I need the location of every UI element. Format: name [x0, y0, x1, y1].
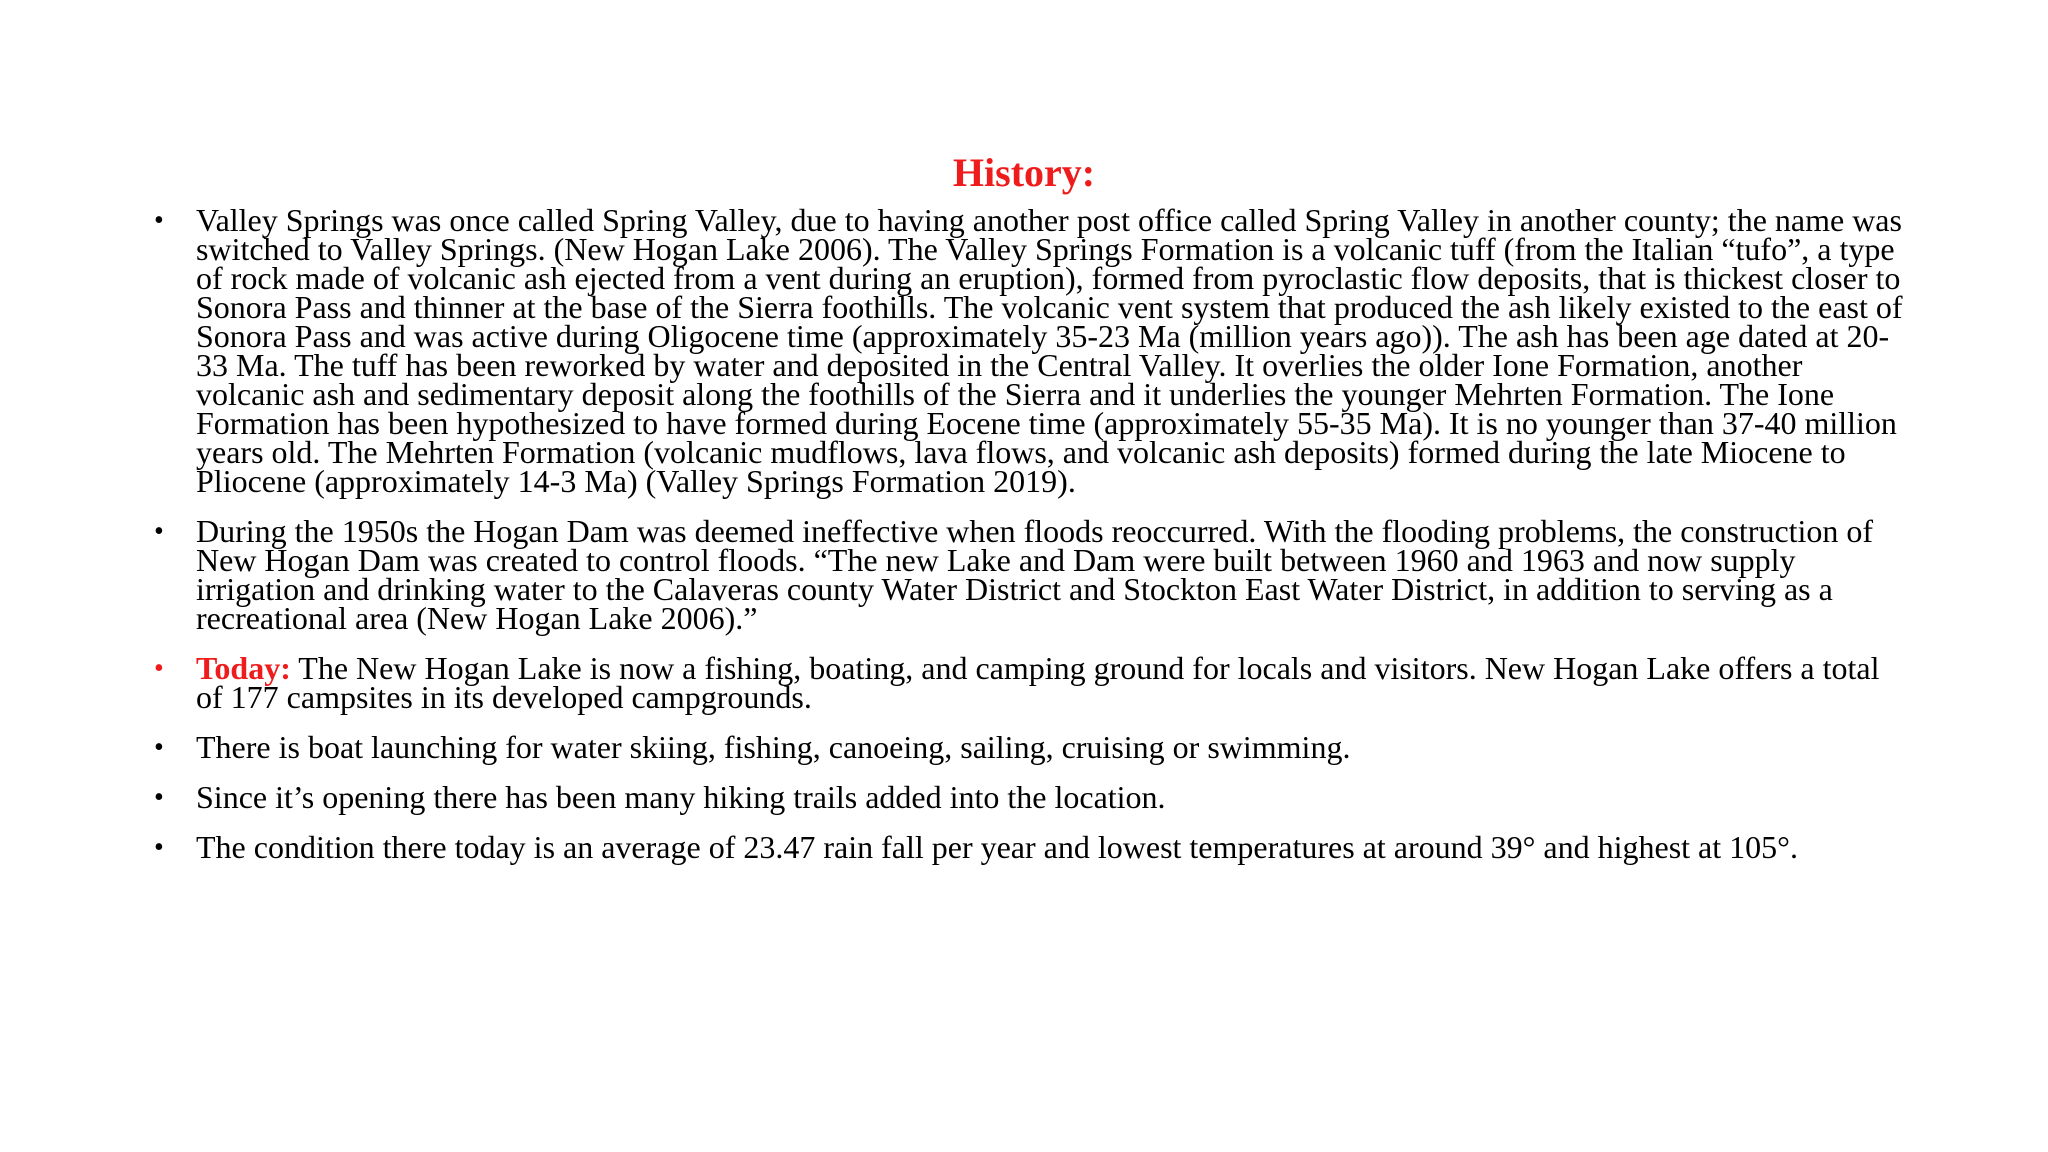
bullet-dot-icon: • — [154, 205, 164, 236]
bullet-item-boat-launching — [150, 729, 1910, 765]
bullet-text: Valley Springs was once called Spring Valley, due to having another post office called Spring Valley in another county; the name was switched to Valley Springs. (New Hogan Lake 2006). The Valley Springs Formation is a volcanic tuff (from the Italian “tufo”, a type of rock made of volcanic ash ejected from a vent during an eruption), formed from pyroclastic flow deposits, that is thickest closer to Sonora Pass and thinner at the base of the Sierra foothills. The volcanic vent system that produced the ash likely existed to the east of Sonora Pass and was active during Oligocene time (approximately 35-23 Ma (million years ago)). The ash has been age dated at 20-33 Ma. The tuff has been reworked by water and deposited in the Central Valley. It overlies the older Ione Formation, another volcanic ash and sedimentary deposit along the foothills of the Sierra and it underlies the younger Mehrten Formation. The Ione Formation has been hypothesized to have formed during Eocene time (approximately 55-35 Ma). It is no younger than 37-40 million years old. The Mehrten Formation (volcanic mudflows, lava flows, and volcanic ash deposits) formed during the late Miocene to Pliocene (approximately 14-3 Ma) (Valley Springs Formation 2019). — [196, 202, 1903, 499]
bullet-text: During the 1950s the Hogan Dam was deemed ineffective when floods reoccurred. With the flooding problems, the construction of New Hogan Dam was created to control floods. “The new Lake and Dam were built between 1960 and 1963 and now supply irrigation and drinking water to the Calaveras county Water District and Stockton East Water District, in addition to serving as a recreational area (New Hogan Lake 2006).” — [196, 513, 1874, 636]
bullet-text: Since it’s opening there has been many hiking trails added into the location. — [196, 779, 1166, 815]
bullet-dot-icon: • — [154, 832, 164, 863]
bullet-item-hiking-trails — [150, 779, 1910, 815]
bullet-item-history-formation — [150, 202, 1910, 499]
bullet-text: The condition there today is an average of 23.47 rain fall per year and lowest temperatures at around 39° and highest at 105°. — [196, 829, 1798, 865]
bullet-dot-icon: • — [154, 782, 164, 813]
slide-title: History: — [952, 150, 1096, 195]
today-label: Today: — [196, 650, 291, 686]
today-text: The New Hogan Lake is now a fishing, boating, and camping ground for locals and visitors. New Hogan Lake offers a total of 177 campsites in its developed campgrounds. — [196, 650, 1880, 715]
bullet-item-hogan-dam — [150, 513, 1910, 636]
bullet-item-today — [150, 650, 1910, 715]
bullet-item-climate — [150, 829, 1910, 865]
bullet-dot-icon: • — [154, 516, 164, 547]
bullet-list — [150, 202, 1910, 883]
bullet-text — [196, 650, 1910, 715]
bullet-text: There is boat launching for water skiing, fishing, canoeing, sailing, cruising or swimming. — [196, 729, 1351, 765]
bullet-dot-icon: • — [154, 732, 164, 763]
bullet-dot-icon: • — [154, 653, 164, 684]
